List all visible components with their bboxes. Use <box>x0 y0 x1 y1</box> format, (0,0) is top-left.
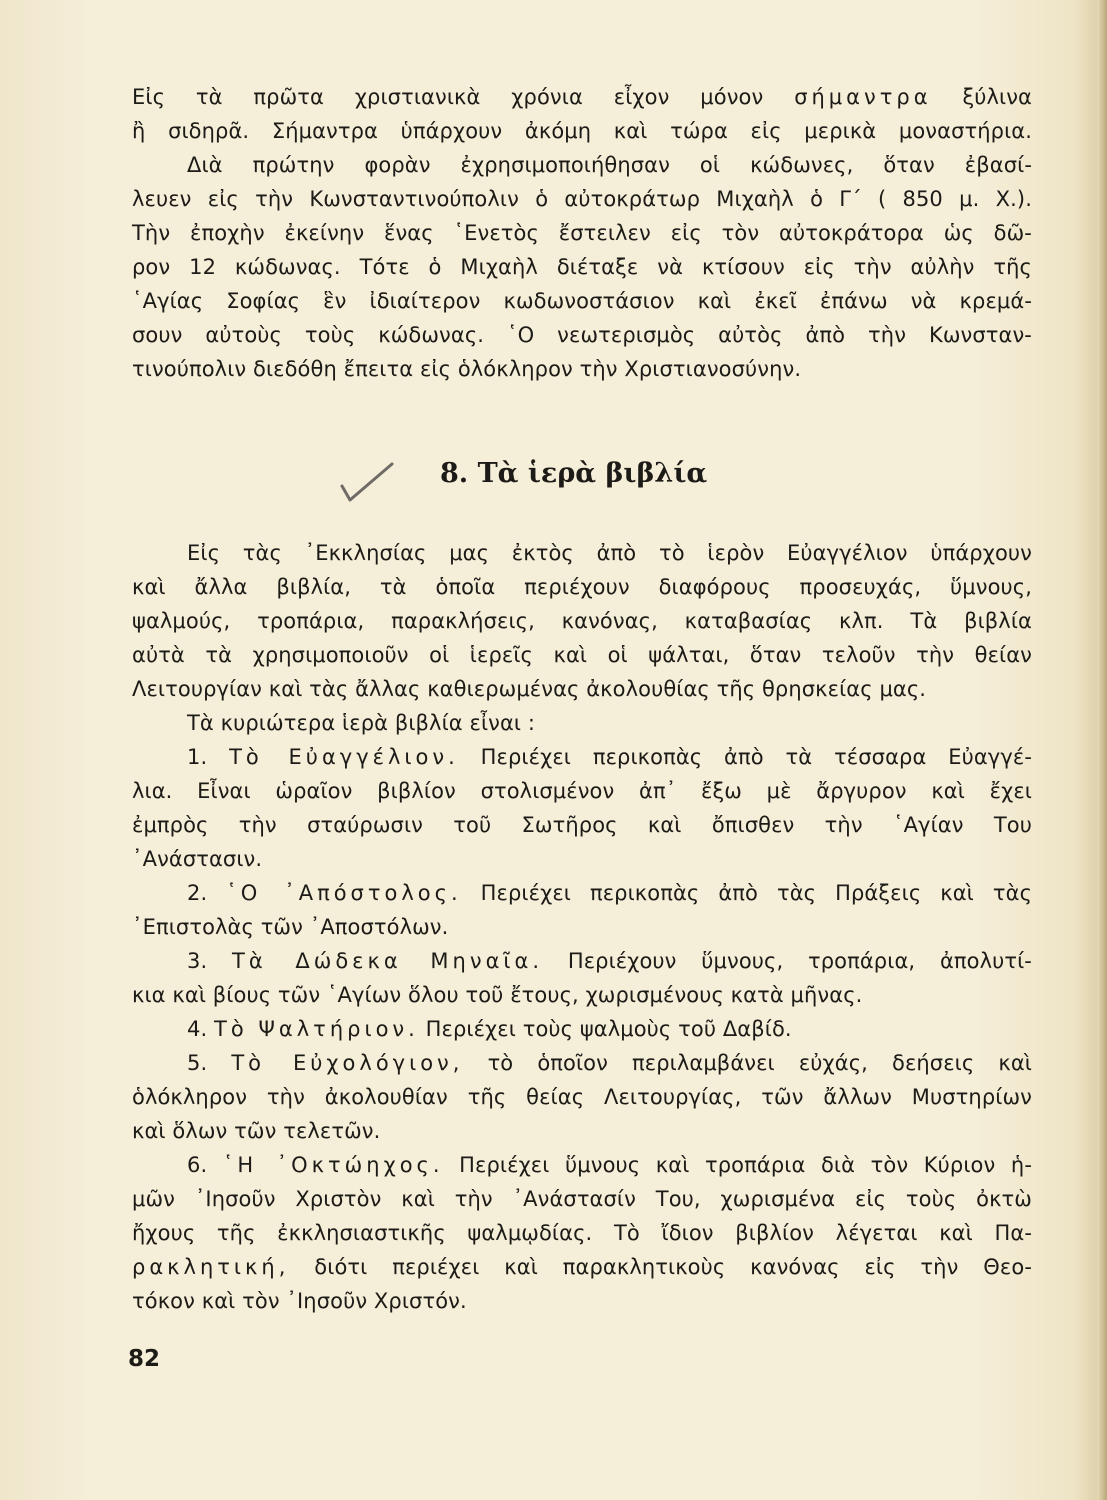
text-line: ἤχους τῆς ἐκκλησιαστικῆς ψαλμῳδίας. Τὸ ἴδιον βιβλίον λέγεται καὶ Πα- <box>132 1221 1032 1245</box>
text-line: Διὰ πρώτην φορὰν ἐχρησιμοποιήθησαν οἱ κώδωνες, ὅταν ἐβασί- <box>187 153 1032 177</box>
text-line: λια. Εἶναι ὡραῖον βιβλίον στολισμένον ἀπ᾿ ἔξω μὲ ἄργυρον καὶ ἔχει <box>132 779 1032 803</box>
text-line: ὁλόκληρον τὴν ἀκολουθίαν τῆς θείας Λειτουργίας, τῶν ἄλλων Μυστηρίων <box>132 1085 1032 1109</box>
text-line: Λειτουργίαν καὶ τὰς ἄλλας καθιερωμένας ἀκολουθίας τῆς θρησκείας μας. <box>132 677 927 701</box>
text-line: Τὴν ἐποχὴν ἐκείνην ἕνας ῾Ενετὸς ἔστειλεν εἰς τὸν αὐτοκράτορα ὡς δῶ- <box>132 221 1032 245</box>
book-name: Τὸ Εὐαγγέλιον. <box>229 745 459 769</box>
text-line: ρακλητική, διότι περιέχει καὶ παρακλητικοὺς κανόνας εἰς τὴν Θεο- <box>132 1255 1032 1279</box>
text-line: ἢ σιδηρᾶ. Σήμαντρα ὑπάρχουν ἀκόμη καὶ τώρα εἰς μερικὰ μοναστήρια. <box>132 119 1032 143</box>
text-line: ῾Αγίας Σοφίας ἓν ἰδιαίτερον κωδωνοστάσιον καὶ ἐκεῖ ἐπάνω νὰ κρεμά- <box>132 289 1032 313</box>
text-line: καὶ ἄλλα βιβλία, τὰ ὁποῖα περιέχουν διαφόρους προσευχάς, ὕμνους, <box>132 575 1032 599</box>
list-item: 5. Τὸ Εὐχολόγιον, τὸ ὁποῖον περιλαμβάνει εὐχάς, δεήσεις καὶ <box>187 1051 1033 1075</box>
text-line: αὐτὰ τὰ χρησιμοποιοῦν οἱ ἱερεῖς καὶ οἱ ψάλται, ὅταν τελοῦν τὴν θείαν <box>132 643 1032 667</box>
text-line: Εἰς τὰ πρῶτα χριστιανικὰ χρόνια εἶχον μόνον σήμαντρα ξύλινα <box>132 85 1033 109</box>
intro-paragraph <box>132 80 1032 386</box>
book-name: Τὸ Εὐχολόγιον, <box>231 1051 464 1075</box>
text-line: τινούπολιν διεδόθη ἔπειτα εἰς ὁλόκληρον τὴν Χριστιανοσύνην. <box>132 357 802 381</box>
text-line: ἐμπρὸς τὴν σταύρωσιν τοῦ Σωτῆρος καὶ ὄπισθεν τὴν ῾Αγίαν Του <box>132 813 1032 837</box>
list-item: 3. Τὰ Δώδεκα Μηναῖα. Περιέχουν ὕμνους, τροπάρια, ἀπολυτί- <box>187 949 1032 973</box>
book-name: Τὸ Ψαλτήριον. <box>214 1017 419 1041</box>
text-line: ρον 12 κώδωνας. Τότε ὁ Μιχαὴλ διέταξε νὰ κτίσουν εἰς τὴν αὐλὴν τῆς <box>132 255 1032 279</box>
page-number: 82 <box>128 1346 161 1372</box>
text-line: κια καὶ βίους τῶν ῾Αγίων ὅλου τοῦ ἔτους, χωρισμένους κατὰ μῆνας. <box>132 983 863 1007</box>
list-intro: Τὰ κυριώτερα ἱερὰ βιβλία εἶναι : <box>187 711 536 735</box>
list-item: 6. ῾Η ᾿Οκτώηχος. Περιέχει ὕμνους καὶ τροπάρια διὰ τὸν Κύριον ἡ- <box>187 1153 1032 1177</box>
text-line: Εἰς τὰς ᾿Εκκλησίας μας ἐκτὸς ἀπὸ τὸ ἱερὸν Εὐαγγέλιον ὑπάρχουν <box>187 541 1032 565</box>
page-edge <box>1097 0 1107 1500</box>
text-line: ψαλμούς, τροπάρια, παρακλήσεις, κανόνας, καταβασίας κλπ. Τὰ βιβλία <box>132 609 1032 633</box>
handwritten-check-icon <box>336 460 396 506</box>
main-section <box>132 536 1032 1318</box>
list-item: 1. Τὸ Εὐαγγέλιον. Περιέχει περικοπὰς ἀπὸ τὰ τέσσαρα Εὐαγγέ- <box>187 745 1032 769</box>
text-line: ᾿Ανάστασιν. <box>132 847 263 871</box>
section-title: 8. Τὰ ἱερὰ βιβλία <box>440 458 708 489</box>
spaced-term: σήμαντρα <box>794 85 932 109</box>
text-line: καὶ ὅλων τῶν τελετῶν. <box>132 1119 381 1143</box>
list-item: 4. Τὸ Ψαλτήριον. Περιέχει τοὺς ψαλμοὺς τοῦ Δαβίδ. <box>187 1017 792 1041</box>
book-name: Τὰ Δώδεκα Μηναῖα. <box>232 949 544 973</box>
list-item: 2. ῾Ο ᾿Απόστολος. Περιέχει περικοπὰς ἀπὸ τὰς Πράξεις καὶ τὰς <box>187 881 1033 905</box>
book-name: ῾Η ᾿Οκτώηχος. <box>222 1153 444 1177</box>
text-line: τόκον καὶ τὸν ᾿Ιησοῦν Χριστόν. <box>132 1289 467 1313</box>
book-name: ῾Ο ᾿Απόστολος. <box>226 881 462 905</box>
text-line: σουν αὐτοὺς τοὺς κώδωνας. ῾Ο νεωτερισμὸς αὐτὸς ἀπὸ τὴν Κωνσταν- <box>132 323 1032 347</box>
spaced-term: ρακλητική, <box>132 1255 290 1279</box>
text-line: μῶν ᾿Ιησοῦν Χριστὸν καὶ τὴν ᾿Ανάστασίν Του, χωρισμένα εἰς τοὺς ὀκτὼ <box>132 1187 1032 1211</box>
text-line: ᾿Επιστολὰς τῶν ᾿Αποστόλων. <box>132 915 449 939</box>
text-line: λευεν εἰς τὴν Κωνσταντινούπολιν ὁ αὐτοκράτωρ Μιχαὴλ ὁ Γ΄ ( 850 μ. Χ.). <box>132 187 1032 211</box>
